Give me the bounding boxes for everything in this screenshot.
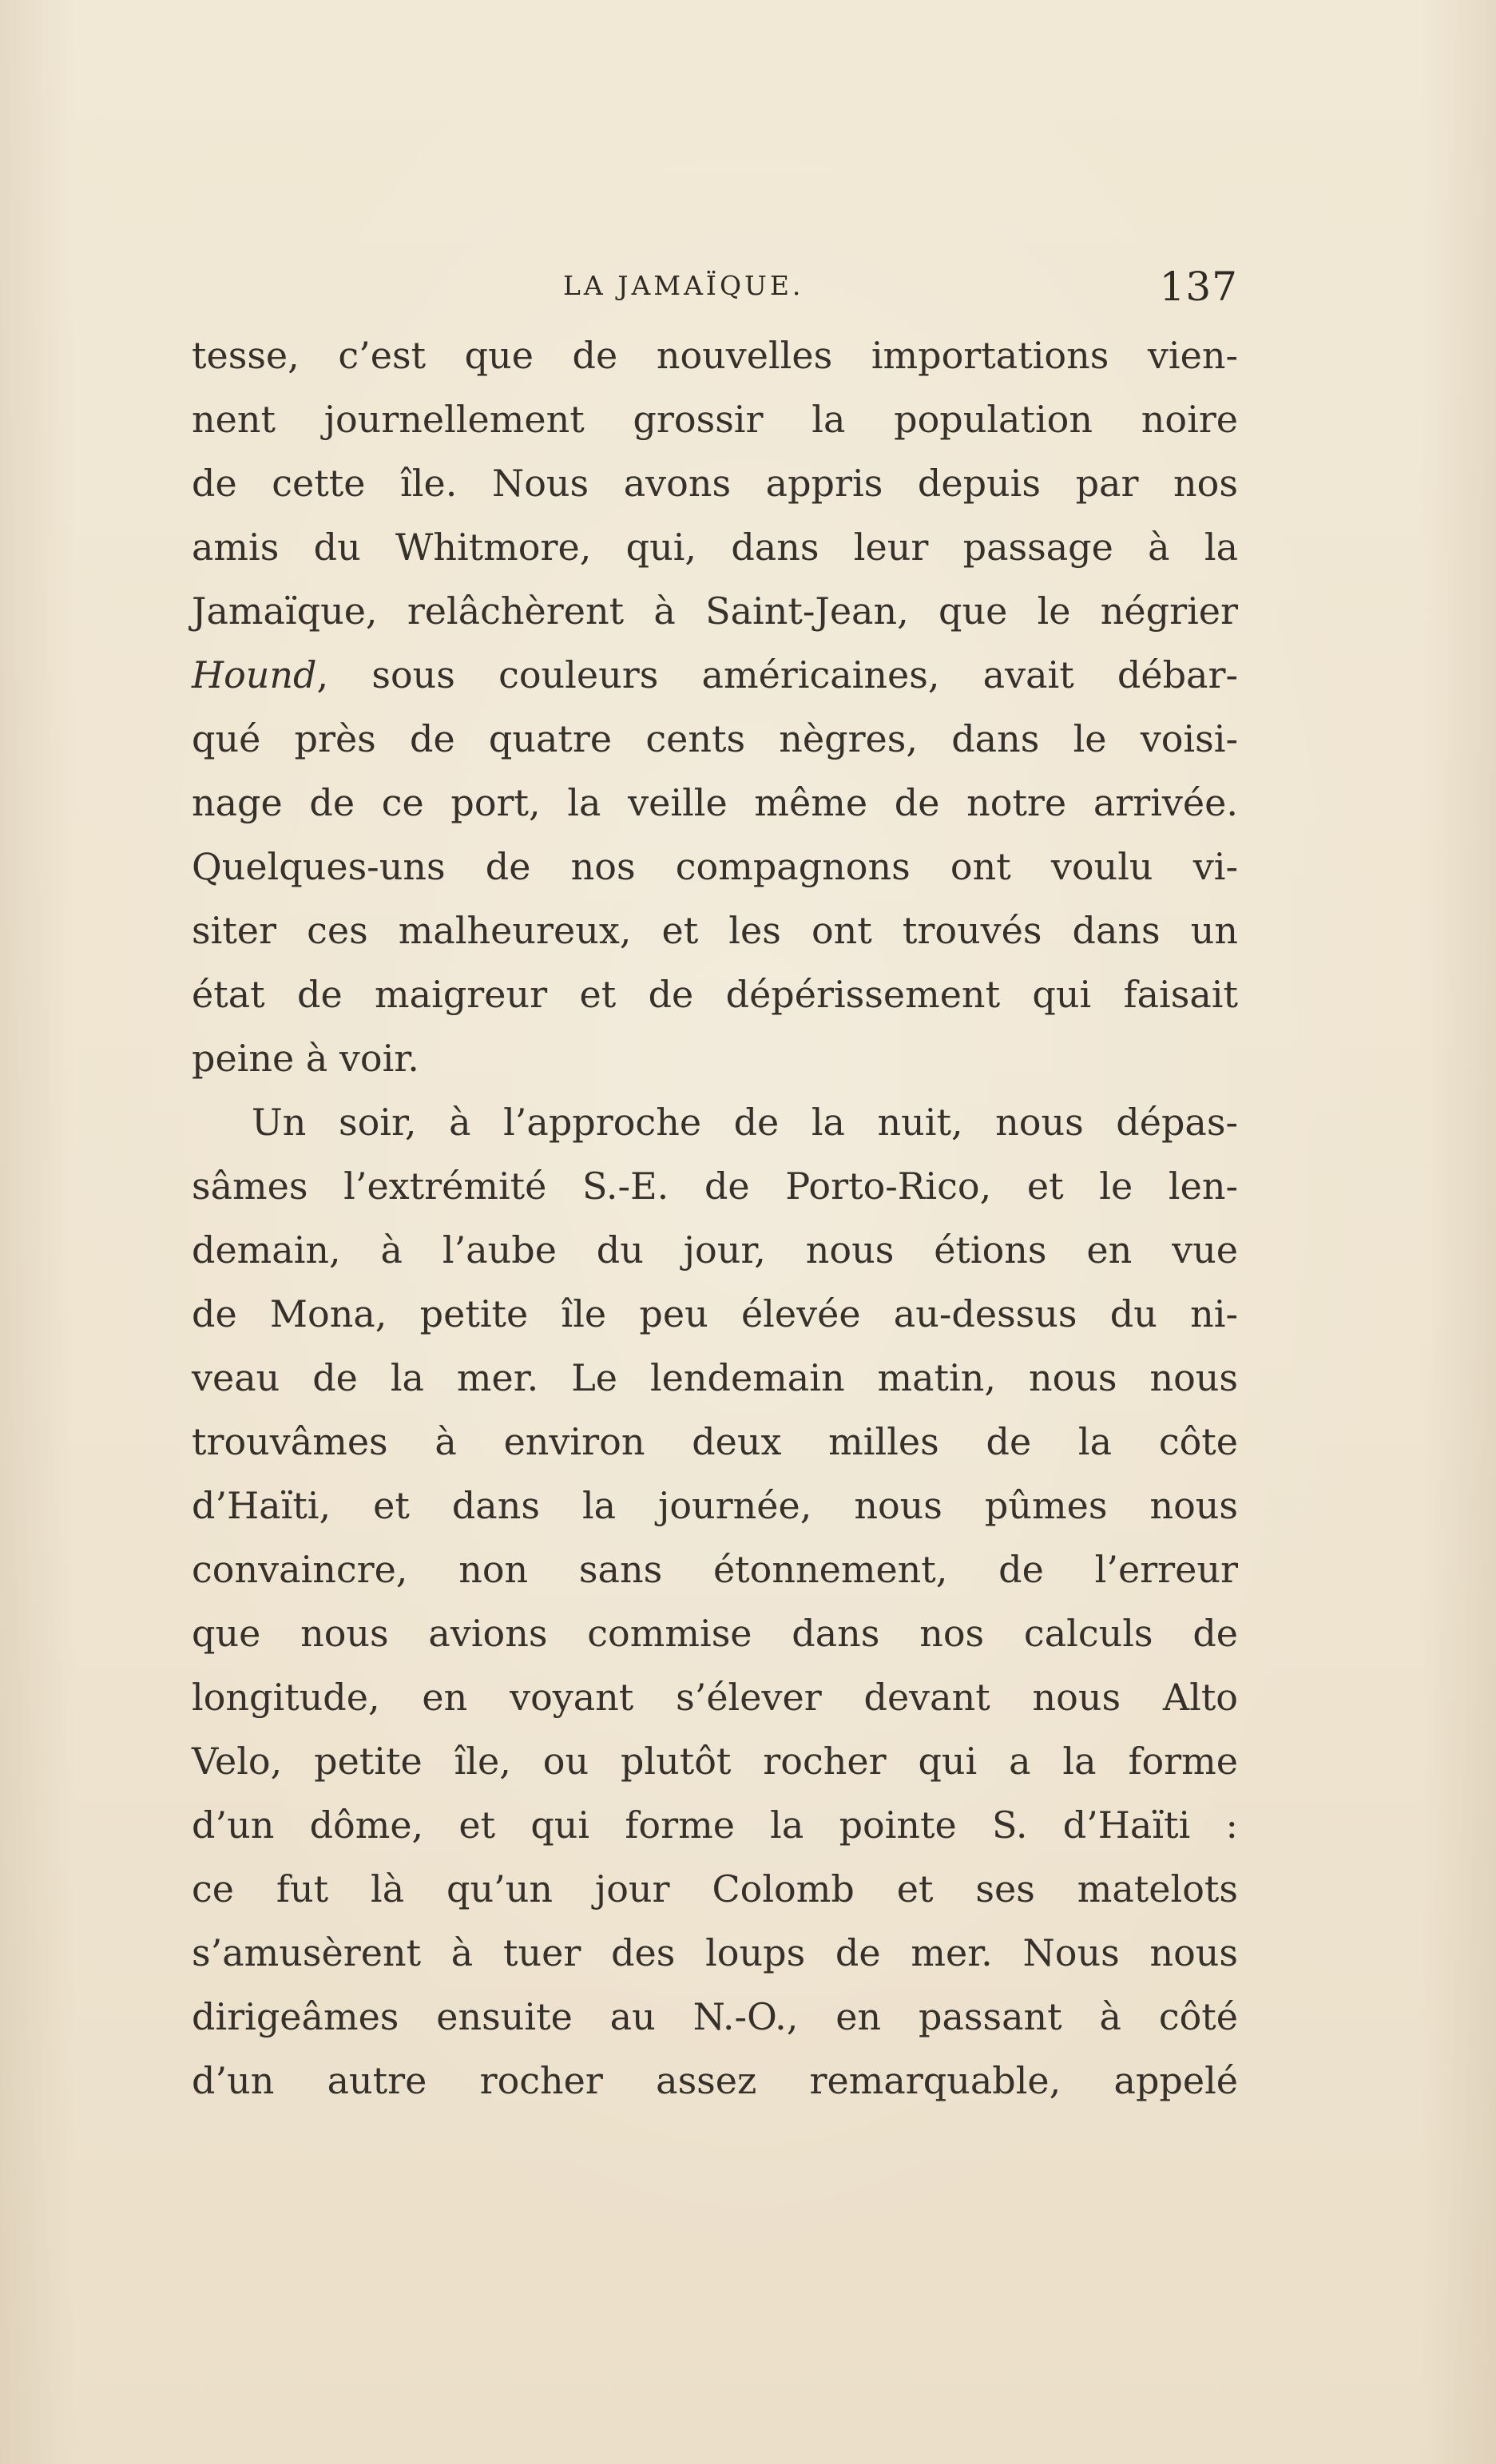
text-line: d’Haïti, et dans la journée, nous pûmes nous bbox=[192, 1484, 1238, 1527]
ship-name: Hound bbox=[192, 653, 317, 696]
text-line: siter ces malheureux, et les ont trouvés dans un bbox=[192, 909, 1238, 952]
text-line: s’amusèrent à tuer des loups de mer. Nous nous bbox=[192, 1931, 1238, 1974]
text-line: peine à voir. bbox=[192, 1037, 419, 1080]
text-line: nent journellement grossir la population noire bbox=[192, 398, 1238, 441]
text-line: de cette île. Nous avons appris depuis par nos bbox=[192, 462, 1238, 505]
text-line: convaincre, non sans étonnement, de l’erreur bbox=[192, 1548, 1238, 1591]
text-line: demain, à l’aube du jour, nous étions en vue bbox=[192, 1228, 1238, 1272]
running-head bbox=[192, 264, 1238, 319]
text-line: qué près de quatre cents nègres, dans le voisi- bbox=[192, 717, 1238, 760]
text-line: amis du Whitmore, qui, dans leur passage à la bbox=[192, 526, 1238, 569]
text-line: veau de la mer. Le lendemain matin, nous nous bbox=[192, 1356, 1238, 1399]
text-line: nage de ce port, la veille même de notre arrivée. bbox=[192, 781, 1238, 824]
body-text bbox=[192, 323, 1238, 2113]
text-line: Jamaïque, relâchèrent à Saint-Jean, que le négrier bbox=[192, 589, 1238, 633]
text-line-with-italic bbox=[192, 643, 1238, 707]
line-rest: , sous couleurs américaines, avait débar- bbox=[316, 653, 1238, 696]
text-line: Quelques-uns de nos compagnons ont voulu vi- bbox=[192, 845, 1238, 888]
text-line: d’un dôme, et qui forme la pointe S. d’Haïti : bbox=[192, 1803, 1238, 1847]
text-line: sâmes l’extrémité S.-E. de Porto-Rico, et le len- bbox=[192, 1165, 1238, 1208]
text-line: longitude, en voyant s’élever devant nous Alto bbox=[192, 1676, 1238, 1719]
text-line: de Mona, petite île peu élevée au-dessus du ni- bbox=[192, 1292, 1238, 1335]
text-line: ce fut là qu’un jour Colomb et ses matelots bbox=[192, 1867, 1238, 1910]
paragraph-start-line: Un soir, à l’approche de la nuit, nous dépas- bbox=[252, 1101, 1238, 1144]
text-line: tesse, c’est que de nouvelles importations vien- bbox=[192, 334, 1238, 377]
text-line: trouvâmes à environ deux milles de la côte bbox=[192, 1420, 1238, 1463]
text-line: Velo, petite île, ou plutôt rocher qui a la forme bbox=[192, 1740, 1238, 1783]
text-line: d’un autre rocher assez remarquable, appelé bbox=[192, 2059, 1238, 2102]
running-title: LA JAMAÏQUE. bbox=[563, 270, 804, 301]
text-line: dirigeâmes ensuite au N.-O., en passant à côté bbox=[192, 1995, 1238, 2038]
text-line: que nous avions commise dans nos calculs de bbox=[192, 1612, 1238, 1655]
page-number: 137 bbox=[1159, 264, 1238, 310]
text-line: état de maigreur et de dépérissement qui faisait bbox=[192, 973, 1238, 1016]
